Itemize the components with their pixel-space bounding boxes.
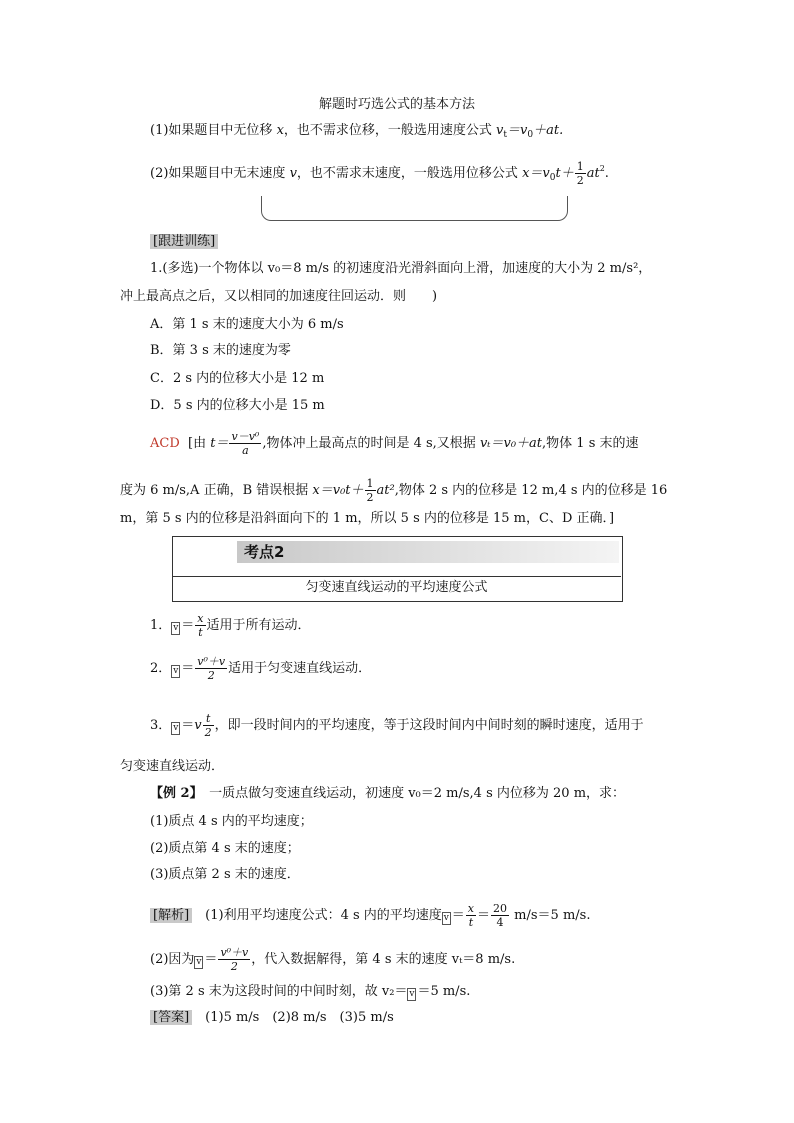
formula-3-v: v (194, 718, 202, 733)
kaodian-title: 匀变速直线运动的平均速度公式 (305, 580, 488, 595)
example-text: 一质点做匀变速直线运动，初速度 v₀＝2 m/s,4 s 内位移为 20 m，求： (196, 786, 626, 801)
rule-2-formula-t: t＋ (555, 166, 574, 181)
formula-2-no: 2． (150, 661, 172, 676)
kaodian-label: 考点2 (244, 543, 285, 561)
example-q1: (1)质点 4 s 内的平均速度； (150, 814, 313, 829)
practice-tag-label: [跟进训练] (150, 234, 218, 249)
answer-l1-num: v－v⁰ (231, 430, 260, 443)
answer-text: (1)5 m/s (2)8 m/s (3)5 m/s (192, 1010, 394, 1025)
answer-key: ACD (150, 436, 180, 451)
analysis-1-fraction-1 (466, 902, 476, 929)
formula-3 (150, 712, 644, 739)
formula-3-text: ，即一段时间内的平均速度，等于这段时间内中间时刻的瞬时速度，适用于 (214, 718, 644, 733)
formula-1-text: 适用于所有运动． (206, 618, 311, 633)
answer-l1-a: [由 (188, 436, 211, 451)
summary-bracket (261, 196, 568, 221)
rule-1-formula-end: ＋at. (533, 123, 564, 138)
rule-1-text-b: ，也不需求位移，一般选用速度公式 (283, 123, 497, 138)
section-title: 解题时巧选公式的基本方法 (318, 97, 475, 112)
rule-2 (150, 160, 609, 187)
rule-2-formula: x＝v (522, 166, 550, 181)
analysis-1-text: (1)利用平均速度公式：4 s 内的平均速度 (192, 908, 442, 923)
formula-1-fraction (195, 612, 205, 639)
analysis-1-num1: x (467, 902, 475, 915)
analysis-1-num2: 20 (493, 902, 508, 915)
rule-2-sup: 2 (599, 164, 605, 173)
formula-3-cont: 匀变速直线运动． (120, 759, 225, 774)
rule-1-text: (1)如果题目中无位移 (150, 123, 277, 138)
option-c: C．2 s 内的位移大小是 12 m (150, 371, 325, 386)
formula-3-no: 3． (150, 718, 172, 733)
analysis-2-a: (2)因为 (150, 952, 195, 967)
formula-3-eq: ＝ (181, 718, 195, 733)
analysis-2-num: v⁰＋v (220, 946, 249, 959)
formula-3-den: 2 (204, 726, 212, 739)
v-bar-icon: v (173, 623, 179, 633)
rule-2-frac-den: 2 (576, 174, 584, 187)
answer-l1-t: t＝ (210, 436, 229, 451)
example-tag: 【例 2】 (150, 786, 197, 801)
option-d: D．5 s 内的位移大小是 15 m (150, 398, 325, 413)
answer-tag: [答案] (150, 1010, 192, 1025)
rule-1-sub2: 0 (527, 130, 534, 140)
answer-l1-d: ,物体 1 s 末的速 (542, 436, 639, 451)
formula-1-num: x (197, 612, 204, 625)
formula-1-den: t (198, 626, 203, 639)
rule-2-frac-num: 1 (576, 160, 584, 173)
analysis-2-den: 2 (230, 960, 238, 973)
formula-2-fraction (195, 655, 227, 682)
formula-3-fraction (203, 712, 214, 739)
v-bar-icon: v (196, 957, 202, 967)
rule-2-formula-end: at (586, 166, 600, 181)
rule-1-sub: t (503, 130, 508, 140)
formula-1-no: 1． (150, 618, 172, 633)
v-bar-icon: v (173, 723, 179, 733)
analysis-1-eq: ＝ (451, 908, 465, 923)
analysis-2 (150, 946, 515, 973)
example-q3: (3)质点第 2 s 末的速度． (150, 867, 300, 882)
analysis-1-den1: t (468, 916, 474, 929)
kaodian-band (237, 541, 619, 563)
analysis-1 (150, 902, 590, 929)
answer-line-2 (120, 477, 667, 504)
rule-2-fraction (575, 160, 586, 187)
rule-1-formula: v (496, 123, 504, 138)
rule-1-formula-rest: ＝v (507, 123, 528, 138)
analysis-2-eq: ＝ (204, 952, 218, 967)
answer-l1-den: a (242, 444, 249, 457)
answer-line-1 (150, 430, 639, 457)
analysis-3-b: ＝5 m/s. (417, 984, 471, 999)
analysis-3-a: (3)第 2 s 末为这段时间的中间时刻，故 v₂＝ (150, 984, 408, 999)
rule-2-text-b: ，也不需求末速度，一般选用位移公式 (296, 166, 523, 181)
formula-2 (150, 655, 371, 682)
analysis-1-den2: 4 (496, 916, 504, 929)
formula-2-num: v⁰＋v (197, 655, 226, 668)
option-b: B．第 3 s 末的速度为零 (150, 343, 291, 358)
analysis-2-fraction (218, 946, 250, 973)
rule-2-var: v (289, 166, 297, 181)
answer-l2-b: x＝v₀t＋ (312, 483, 364, 498)
answer-l2-c: at² (376, 483, 395, 498)
answer-l2-num: 1 (366, 477, 374, 490)
rule-1-var: x (276, 123, 284, 138)
analysis-2-b: ，代入数据解得，第 4 s 末的速度 vₜ＝8 m/s. (251, 952, 516, 967)
v-bar-icon: v (409, 989, 415, 999)
rule-2-period: . (604, 166, 609, 181)
answer-l2-fraction (365, 477, 376, 504)
answer-l1-c: vₜ＝v₀＋at (479, 436, 543, 451)
analysis-tag: [解析] (150, 908, 192, 923)
rule-2-sub: 0 (549, 173, 556, 183)
answer-l1-b: ,物体冲上最高点的时间是 4 s,又根据 (262, 436, 480, 451)
formula-2-text: 适用于匀变速直线运动． (228, 661, 372, 676)
answer-line-3: m，第 5 s 内的位移是沿斜面向下的 1 m，所以 5 s 内的位移是 15 m，C、D 正确．] (120, 511, 615, 526)
rule-1 (150, 122, 563, 144)
example-head (150, 785, 625, 803)
question-line-1: 1.(多选)一个物体以 v₀＝8 m/s 的初速度沿光滑斜面向上滑，加速度的大小为 2 m/s²， (150, 261, 652, 276)
answer-final (150, 1009, 394, 1027)
formula-2-den: 2 (207, 669, 215, 682)
analysis-1-eq2: ＝ (477, 908, 491, 923)
practice-tag (150, 233, 218, 251)
question-line-2: 冲上最高点之后，又以相同的加速度往回运动．则 ) (120, 289, 438, 304)
answer-l2-d: ,物体 2 s 内的位移是 12 m,4 s 内的位移是 16 (394, 483, 668, 498)
answer-l2-a: 度为 6 m/s,A 正确，B 错误根据 (120, 483, 313, 498)
formula-1-eq: ＝ (181, 618, 195, 633)
formula-3-num: t (203, 712, 214, 726)
analysis-3 (150, 983, 470, 1001)
option-a: A．第 1 s 末的速度大小为 6 m/s (150, 317, 344, 332)
example-q2: (2)质点第 4 s 末的速度； (150, 841, 300, 856)
v-bar-icon: v (443, 913, 449, 923)
answer-l1-fraction (229, 430, 261, 457)
v-bar-icon: v (173, 666, 179, 676)
analysis-1-end: m/s＝5 m/s. (510, 908, 591, 923)
analysis-1-fraction-2 (491, 902, 509, 929)
rule-2-text: (2)如果题目中无末速度 (150, 166, 290, 181)
formula-2-eq: ＝ (181, 661, 195, 676)
answer-l2-den: 2 (366, 491, 374, 504)
formula-1 (150, 612, 311, 639)
